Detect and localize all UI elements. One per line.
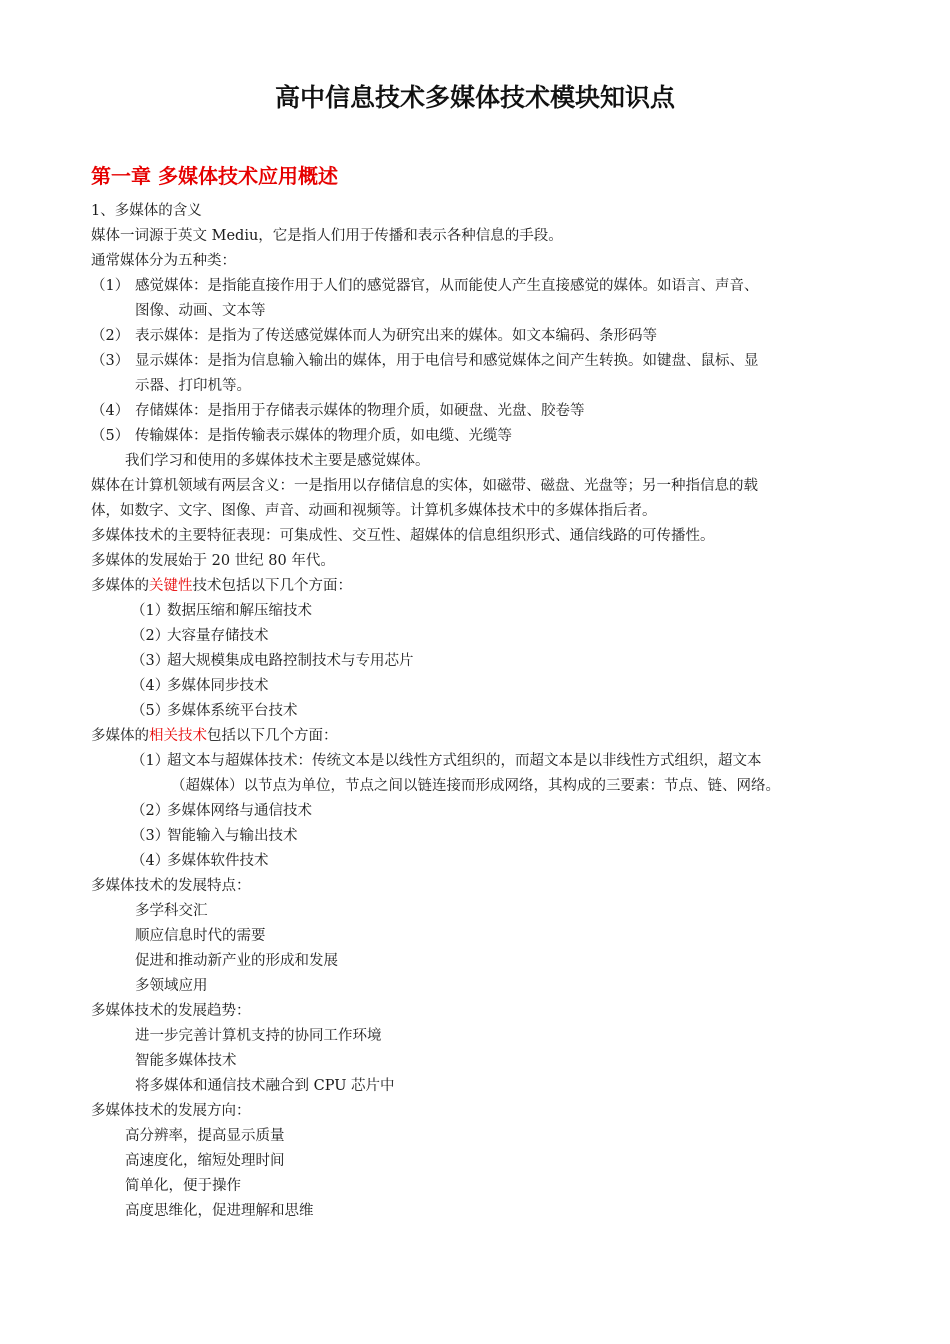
paragraph: 多媒体的发展始于 20 世纪 80 年代。: [91, 553, 335, 569]
list-item: 顺应信息时代的需要: [135, 928, 266, 944]
document-body: [91, 199, 866, 1224]
list-item: 高分辨率，提高显示质量: [125, 1128, 285, 1144]
list-item: 将多媒体和通信技术融合到 CPU 芯片中: [135, 1078, 395, 1094]
heading-suffix: 技术包括以下几个方面：: [192, 578, 352, 594]
list-item-continuation: 图像、动画、文本等: [135, 303, 266, 319]
list-text: 数据压缩和解压缩技术: [167, 603, 312, 619]
list-text: 显示媒体：是指为信息输入输出的媒体，用于电信号和感觉媒体之间产生转换。如键盘、鼠标、显: [135, 353, 759, 369]
list-number: （4）: [131, 678, 170, 694]
list-number: （4）: [131, 853, 170, 869]
list-text: 智能输入与输出技术: [167, 828, 298, 844]
list-item-continuation: （超媒体）以节点为单位，节点之间以链连接而形成网络，其构成的三要素：节点、链、网络。: [171, 778, 780, 794]
list-item: [91, 849, 866, 874]
paragraph: 媒体在计算机领域有两层含义：一是指用以存储信息的实体，如磁带、磁盘、光盘等；另一种指信息的载: [91, 478, 758, 494]
list-item: 促进和推动新产业的形成和发展: [135, 953, 338, 969]
paragraph: 通常媒体分为五种类：: [91, 253, 236, 269]
list-item: 高速度化，缩短处理时间: [125, 1153, 285, 1169]
list-item: 多学科交汇: [135, 903, 208, 919]
highlight-term: 相关技术: [149, 728, 207, 744]
list-number: （1）: [91, 278, 130, 294]
key-tech-list: [91, 599, 866, 724]
list-item: [91, 349, 866, 374]
list-text: 超大规模集成电路控制技术与专用芯片: [167, 653, 414, 669]
list-item: 高度思维化，促进理解和思维: [125, 1203, 314, 1219]
list-item: 简单化，便于操作: [125, 1178, 241, 1194]
list-item: 多领域应用: [135, 978, 208, 994]
list-text: 感觉媒体：是指能直接作用于人们的感觉器官，从而能使人产生直接感觉的媒体。如语言、声音、: [135, 278, 759, 294]
paragraph: 我们学习和使用的多媒体技术主要是感觉媒体。: [125, 453, 430, 469]
list-text: 多媒体同步技术: [167, 678, 269, 694]
list-number: （3）: [91, 353, 130, 369]
list-number: （2）: [131, 803, 170, 819]
list-item-continuation: 示器、打印机等。: [135, 378, 251, 394]
list-item: [91, 649, 866, 674]
list-item: [91, 624, 866, 649]
heading-suffix: 包括以下几个方面：: [207, 728, 338, 744]
dev-trends-heading: 多媒体技术的发展趋势：: [91, 1003, 251, 1019]
list-text: 超文本与超媒体技术：传统文本是以线性方式组织的，而超文本是以非线性方式组织，超文本: [167, 753, 762, 769]
paragraph: 媒体一词源于英文 Mediu，它是指人们用于传播和表示各种信息的手段。: [91, 228, 563, 244]
related-tech-list: [91, 749, 866, 874]
chapter-heading: 第一章 多媒体技术应用概述: [91, 164, 338, 188]
list-number: （1）: [131, 603, 170, 619]
list-item: 进一步完善计算机支持的协同工作环境: [135, 1028, 382, 1044]
related-tech-heading: [91, 724, 866, 749]
heading-prefix: 多媒体的: [91, 728, 149, 744]
dev-directions-heading: 多媒体技术的发展方向：: [91, 1103, 251, 1119]
list-number: （2）: [131, 628, 170, 644]
list-text: 传输媒体：是指传输表示媒体的物理介质，如电缆、光缆等: [135, 428, 512, 444]
list-item: 智能多媒体技术: [135, 1053, 237, 1069]
heading-prefix: 多媒体的: [91, 578, 149, 594]
list-item: [91, 399, 866, 424]
list-text: 多媒体软件技术: [167, 853, 269, 869]
paragraph: 多媒体技术的主要特征表现：可集成性、交互性、超媒体的信息组织形式、通信线路的可传播性。: [91, 528, 715, 544]
document-title: 高中信息技术多媒体技术模块知识点: [274, 83, 675, 112]
highlight-term: 关键性: [149, 578, 193, 594]
list-item: [91, 674, 866, 699]
paragraph: 体，如数字、文字、图像、声音、动画和视频等。计算机多媒体技术中的多媒体指后者。: [91, 503, 657, 519]
list-item: [91, 274, 866, 299]
list-item: [91, 324, 866, 349]
key-tech-heading: [91, 574, 866, 599]
list-number: （3）: [131, 828, 170, 844]
list-number: （1）: [131, 753, 170, 769]
list-number: （5）: [131, 703, 170, 719]
list-number: （3）: [131, 653, 170, 669]
list-number: （2）: [91, 328, 130, 344]
list-number: （4）: [91, 403, 130, 419]
list-item: [91, 749, 866, 774]
section-heading: 1、多媒体的含义: [91, 203, 202, 219]
list-text: 存储媒体：是指用于存储表示媒体的物理介质，如硬盘、光盘、胶卷等: [135, 403, 585, 419]
list-item: [91, 824, 866, 849]
dev-features-heading: 多媒体技术的发展特点：: [91, 878, 251, 894]
list-number: （5）: [91, 428, 130, 444]
list-item: [91, 699, 866, 724]
list-item: [91, 799, 866, 824]
list-text: 多媒体网络与通信技术: [167, 803, 312, 819]
list-text: 大容量存储技术: [167, 628, 269, 644]
list-item: [91, 599, 866, 624]
list-text: 多媒体系统平台技术: [167, 703, 298, 719]
list-item: [91, 424, 866, 449]
list-text: 表示媒体：是指为了传送感觉媒体而人为研究出来的媒体。如文本编码、条形码等: [135, 328, 657, 344]
